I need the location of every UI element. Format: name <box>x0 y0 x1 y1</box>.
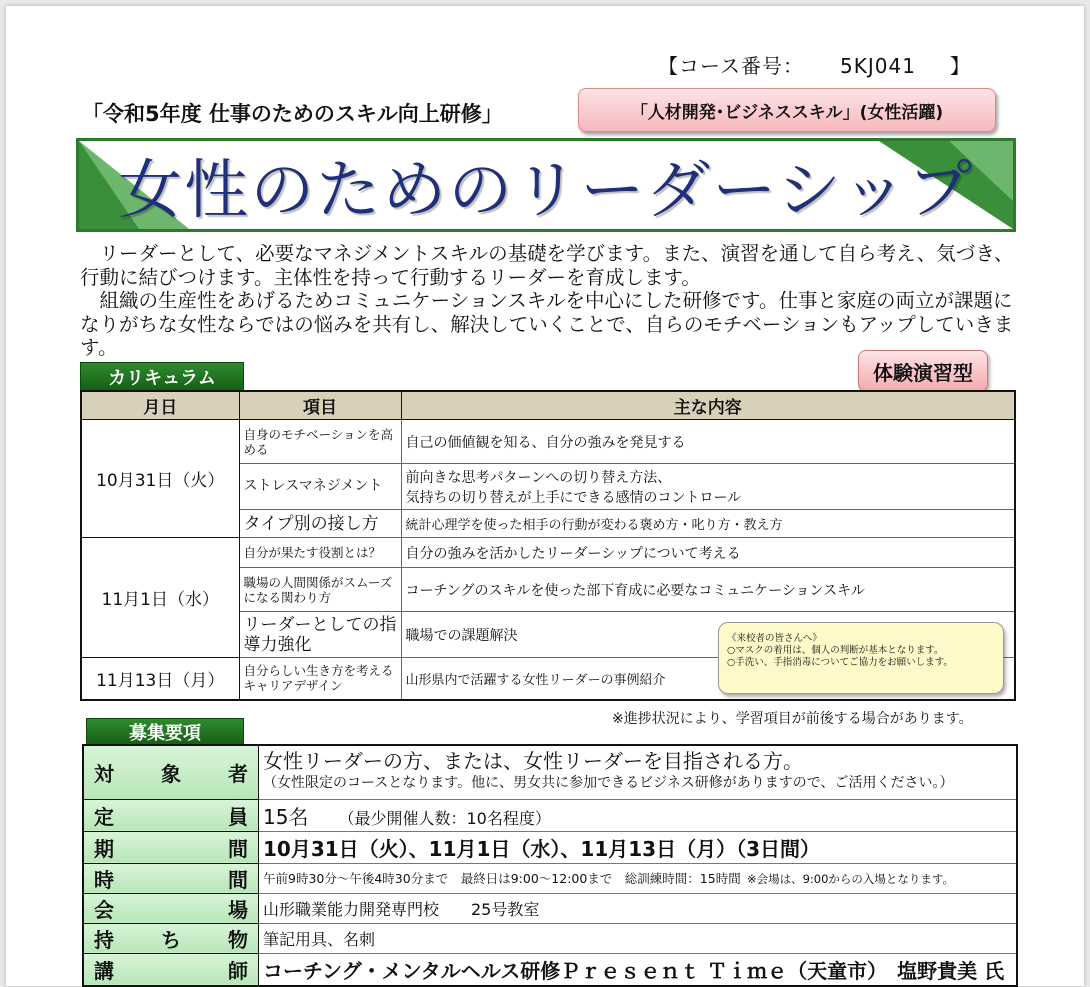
course-number-label: 【コース番号： <box>658 54 804 78</box>
table-row <box>83 831 1017 863</box>
capacity-value: 15名 <box>263 804 309 829</box>
notice-line: ○マスクの着用は、個人の判断が基本となります。 <box>727 645 944 656</box>
table-row <box>83 923 1017 953</box>
session-content <box>401 464 1015 510</box>
recruit-value-target <box>259 745 1018 799</box>
session-content: 自己の価値観を知る、自分の強みを発見する <box>401 420 1015 464</box>
session-content: 統計心理学を使った相手の行動が変わる褒め方・叱り方・教え方 <box>401 510 1015 538</box>
recruit-key-period: 期 間 <box>83 831 259 863</box>
recruit-key-capacity: 定 員 <box>83 799 259 831</box>
session-date: 10月31日（火） <box>81 420 239 538</box>
visitor-notice <box>718 622 1004 694</box>
recruit-value-capacity <box>259 799 1018 831</box>
capacity-note: （最少開催人数：10名程度） <box>338 808 551 828</box>
curriculum-label: カリキュラム <box>80 362 244 392</box>
title-banner <box>76 138 1016 232</box>
header-date: 月日 <box>81 391 239 420</box>
session-content: 自分の強みを活かしたリーダーシップについて考える <box>401 538 1015 568</box>
recruit-key-lecturer: 講 師 <box>83 953 259 986</box>
banner-title: 女性のためのリーダーシップ <box>118 154 974 228</box>
session-date: 11月13日（月） <box>81 658 239 700</box>
table-row <box>81 538 1015 568</box>
table-row <box>83 893 1017 923</box>
intro-paragraph-1: リーダーとして、必要なマネジメントスキルの基礎を学びます。また、演習を通して自ら考え、気づき、行動に結びつけます。主体性を持って行動するリーダーを育成します。 <box>80 242 1014 289</box>
table-row <box>83 863 1017 893</box>
recruit-key-target: 対 象 者 <box>83 745 259 799</box>
intro-paragraph-2: 組織の生産性をあげるためコミュニケーションスキルを中心にした研修です。仕事と家庭の両立が課題になりがちな女性ならではの悩みを共有し、解決していくことで、自らのモチベーションもアップしていきます。 <box>80 289 1014 359</box>
flyer-page <box>6 6 1084 986</box>
recruit-value-items: 筆記用具、名刺 <box>259 923 1018 953</box>
recruit-value-period: 10月31日（火）、11月1日（水）、11月13日（月）（3日間） <box>259 831 1018 863</box>
recruit-key-time: 時 間 <box>83 863 259 893</box>
table-row <box>83 953 1017 986</box>
session-item: 職場の人間関係がスムーズになる関わり方 <box>239 568 401 612</box>
recruit-value-time <box>259 863 1018 893</box>
course-number-close: 】 <box>949 54 971 78</box>
session-item: リーダーとしての指導力強化 <box>239 612 401 658</box>
session-date: 11月1日（水） <box>81 538 239 658</box>
table-row <box>81 420 1015 464</box>
table-row <box>83 745 1017 799</box>
session-content-line: 前向きな思考パターンへの切り替え方法、 <box>405 469 672 486</box>
notice-line: ○手洗い、手指消毒についてご協力をお願いします。 <box>727 657 953 668</box>
time-value: 午前9時30分～午後4時30分まで 最終日は9:00～12:00まで 総訓練時間：15時間 <box>263 871 741 886</box>
recruit-key-venue: 会 場 <box>83 893 259 923</box>
notice-title: 《来校者の皆さんへ》 <box>727 633 822 644</box>
session-item: ストレスマネジメント <box>239 464 401 510</box>
session-content: 職場での課題解決 <box>401 612 1015 658</box>
session-item: タイプ別の接し方 <box>239 510 401 538</box>
recruit-value-venue: 山形職業能力開発専門校 25号教室 <box>259 893 1018 923</box>
curriculum-footnote: ※進捗状況により、学習項目が前後する場合があります。 <box>612 711 973 727</box>
session-item: 自分が果たす役割とは？ <box>239 538 401 568</box>
hands-on-badge: 体験演習型 <box>858 350 988 392</box>
session-content-line: 気持ちの切り替えが上手にできる感情のコントロール <box>405 489 742 506</box>
time-note: ※会場は、9:00からの入場となります。 <box>746 872 955 886</box>
session-content: コーチングのスキルを使った部下育成に必要なコミュニケーションスキル <box>401 568 1015 612</box>
table-row <box>83 799 1017 831</box>
target-text: 女性リーダーの方、または、女性リーダーを目指される方。 <box>263 749 803 774</box>
recruit-key-items: 持 ち 物 <box>83 923 259 953</box>
recruitment-table <box>82 744 1018 987</box>
recruit-value-lecturer: コーチング・メンタルヘルス研修Ｐｒｅｓｅｎｔ Ｔｉｍｅ（天童市） 塩野貴美 氏 <box>259 953 1018 986</box>
intro-text <box>80 242 1016 360</box>
header-content: 主な内容 <box>401 391 1015 420</box>
session-content: 山形県内で活躍する女性リーダーの事例紹介 <box>401 658 1015 700</box>
header-item: 項目 <box>239 391 401 420</box>
recruitment-label: 募集要項 <box>86 718 244 746</box>
curriculum-header-row <box>81 391 1015 420</box>
session-item: 自分らしい生き方を考えるキャリアデザイン <box>239 658 401 700</box>
course-number <box>658 50 971 79</box>
session-item: 自身のモチベーションを高める <box>239 420 401 464</box>
program-title: 「令和5年度 仕事のためのスキル向上研修」 <box>82 102 503 126</box>
course-number-value: 5KJ041 <box>840 54 916 78</box>
target-note: （女性限定のコースとなります。他に、男女共に参加できるビジネス研修がありますので、ご活用ください。） <box>263 775 954 792</box>
category-badge: 「人材開発･ビジネススキル」(女性活躍) <box>578 88 996 132</box>
